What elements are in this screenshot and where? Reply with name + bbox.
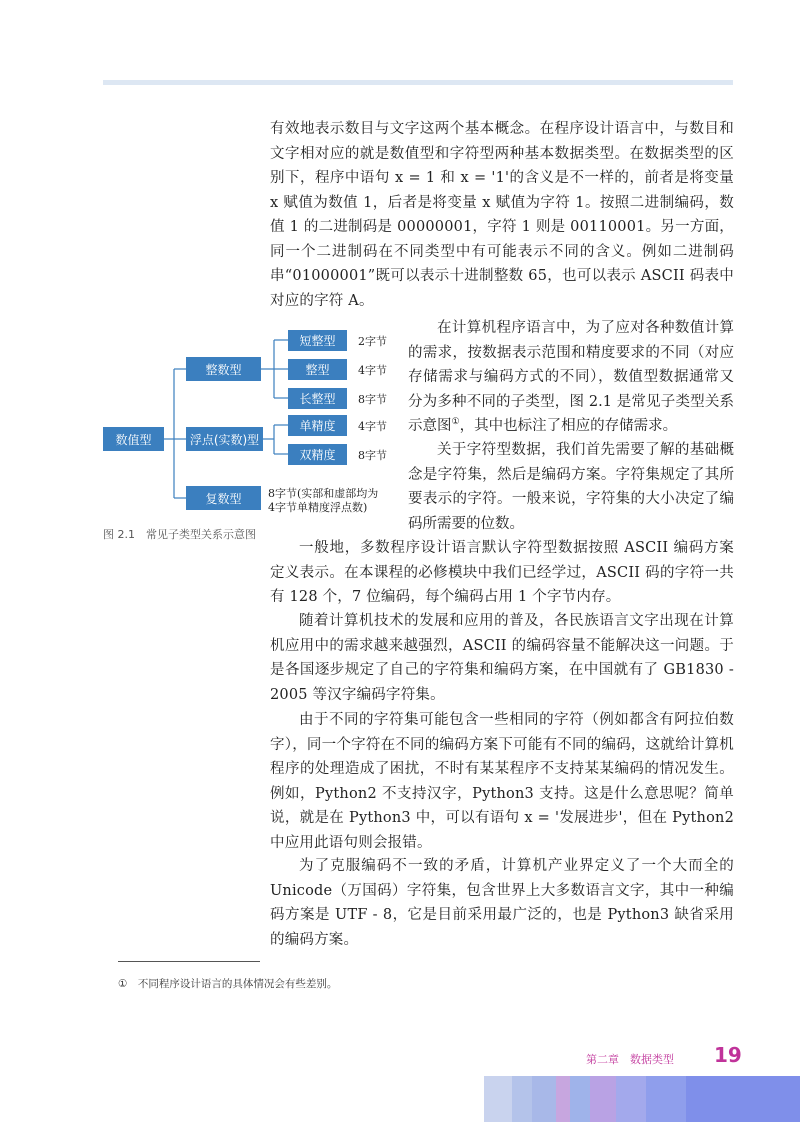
size-complex-line2: 4字节单精度浮点数) [268,501,368,514]
paragraph-1: 有效地表示数目与文字这两个基本概念。在程序设计语言中，与数目和文字相对应的就是数值型和字符型两种基本数据类型。在数据类型的区别下，程序中语句 x = 1 和 x = '1'的含义是不一样的，前者是将变量 x 赋值为数值 1，后者是将变量 x 赋值为字符 1。按照二进制编码，数值 1 的二进制码是 00000001，字符 1 则是 00110001。另一方面，同一个二进制码在不同类型中有可能表示不同的含义。例如二进制码串“01000001”既可以表示十进制整数 65，也可以表示 ASCII 码表中对应的字符 A。 [270,121,734,309]
stripe-6 [590,1076,616,1122]
size-double: 8字节 [358,449,387,462]
stripe-9 [686,1076,800,1122]
node-integer: 整数型 [186,357,261,381]
paragraph-2-text-b: ，其中也标注了相应的存储需求。 [459,418,678,434]
stripe-7 [616,1076,646,1122]
node-complex: 复数型 [186,486,261,510]
size-complex-line1: 8字节(实部和虚部均为 [268,487,379,500]
stripe-2 [512,1076,532,1122]
paragraph-2 [408,316,734,439]
stripe-8 [646,1076,686,1122]
node-float: 浮点(实数)型 [186,427,263,451]
header-rule [103,80,733,85]
footnote-rule [118,961,260,962]
node-double: 双精度 [288,444,347,465]
node-single: 单精度 [288,415,347,436]
paragraph-3: 关于字符型数据，我们首先需要了解的基础概念是字符集，然后是编码方案。字符集规定了其所要表示的字符。一般来说，字符集的大小决定了编码所需要的位数。 [408,442,734,532]
footnote-mark: ① [451,417,460,428]
paragraph-4: 一般地，多数程序设计语言默认字符型数据按照 ASCII 编码方案定义表示。在本课程的必修模块中我们已经学过，ASCII 码的字符一共有 128 个，7 位编码，每个编码占用 1 个字节内存。 [270,540,734,605]
node-short: 短整型 [288,330,347,351]
paragraph-7: 为了克服编码不一致的矛盾，计算机产业界定义了一个大而全的 Unicode（万国码）字符集，包含世界上大多数语言文字，其中一种编码方案是 UTF - 8，它是目前采用最广泛的，也是 Python3 缺省采用的编码方案。 [270,858,734,948]
paragraph-6: 由于不同的字符集可能包含一些相同的字符（例如都含有阿拉伯数字），同一个字符在不同的编码方案下可能有不同的编码，这就给计算机程序的处理造成了困扰，不时有某某程序不支持某某编码的情况发生。例如，Python2 不支持汉字，Python3 支持。这是什么意思呢？简单说，就是在 Python3 中，可以有语句 x = '发展进步'，但在 Python2 中应用此语句则会报错。 [270,712,734,851]
size-single: 4字节 [358,420,387,433]
size-short: 2字节 [358,335,387,348]
figure-caption: 图 2.1 常见子类型关系示意图 [103,528,256,541]
stripe-1 [484,1076,512,1122]
chapter-label: 第二章 数据类型 [586,1053,674,1066]
page-number: 19 [714,1043,742,1067]
stripe-3 [532,1076,556,1122]
paragraph-5: 随着计算机技术的发展和应用的普及，各民族语言文字出现在计算机应用中的需求越来越强烈，ASCII 的编码容量不能解决这一问题。于是各国逐步规定了自己的字符集和编码方案，在中国就有了 GB1830 - 2005 等汉字编码字符集。 [270,613,734,703]
node-long: 长整型 [288,388,347,409]
size-long: 8字节 [358,393,387,406]
node-int: 整型 [288,359,347,380]
stripe-5 [570,1076,590,1122]
stripe-4 [556,1076,570,1122]
node-numeric: 数值型 [103,427,164,451]
paragraph-2-text-a: 在计算机程序语言中，为了应对各种数值计算的需求，按数据表示范围和精度要求的不同（对应存储需求与编码方式的不同），数值型数据通常又分为多种不同的子类型，图 2.1 是常见子类型关系示意图 [408,320,734,434]
size-int: 4字节 [358,364,387,377]
footnote: ① 不同程序设计语言的具体情况会有些差别。 [118,978,338,990]
